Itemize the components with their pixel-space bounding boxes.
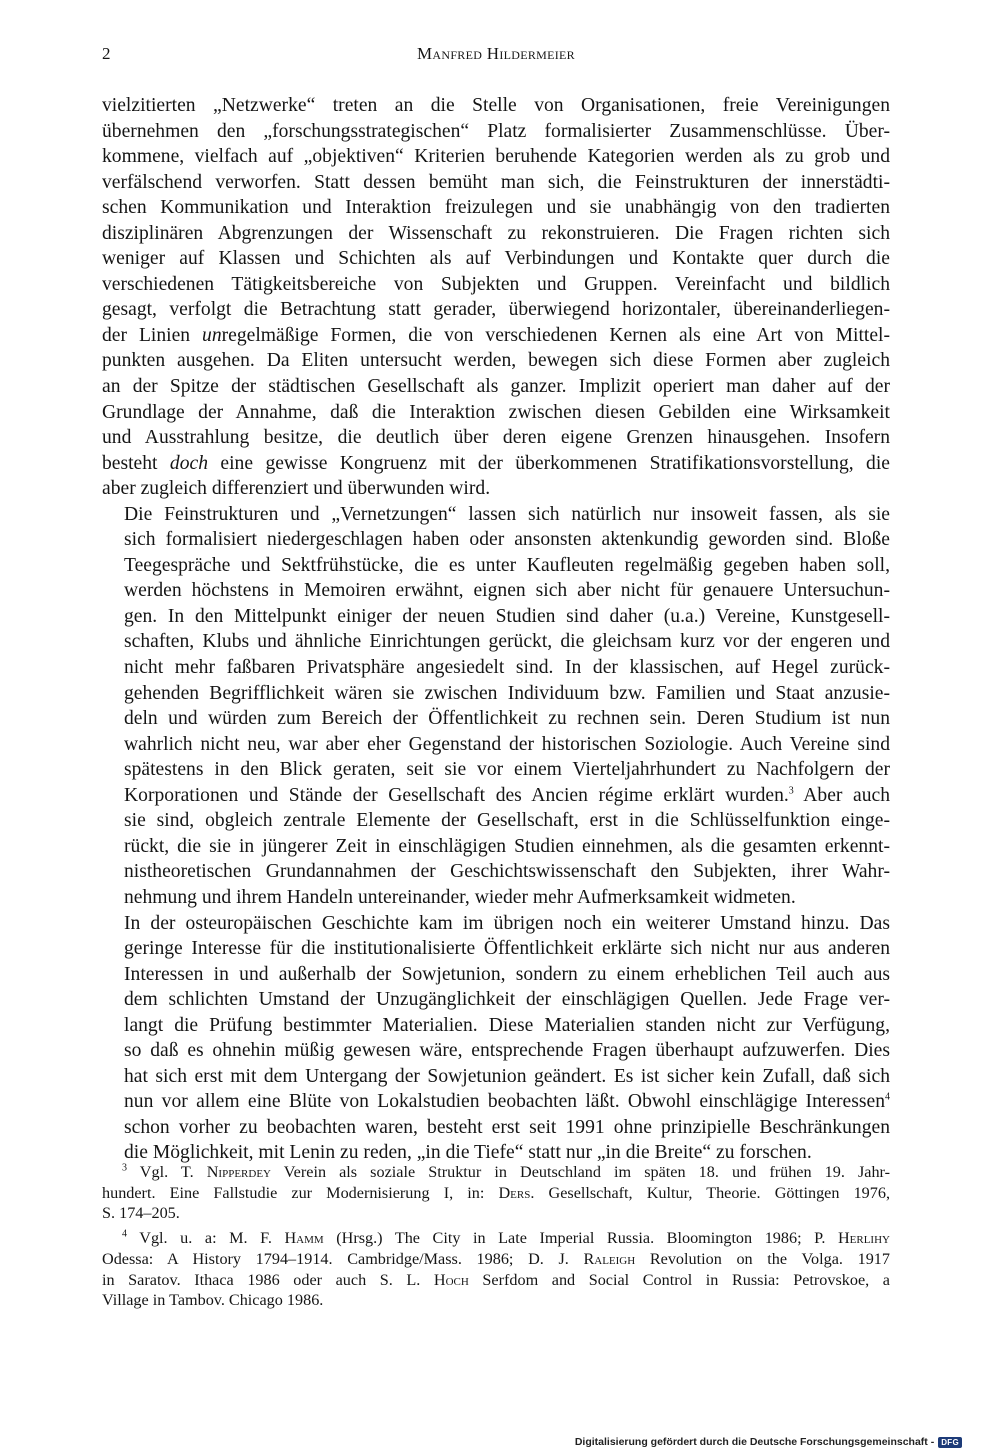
text-line: punkten ausgehen. Da Eliten untersucht werden, bewegen sich diese Formen aber zugleich bbox=[102, 350, 890, 372]
text-line: nun vor allem eine Blüte von Lokalstudien beobachten läßt. Obwohl einschlägige Interessen$^4$ bbox=[124, 1091, 890, 1113]
text-line: dem schlichten Umstand der Unzugänglichkeit der einschlägigen Quellen. Jede Frage ver- bbox=[124, 989, 890, 1011]
text-line: schen Kommunikation und Interaktion freizulegen und sie unabhängig von den tradierten bbox=[102, 197, 890, 219]
text-line: nicht mehr faßbaren Privatsphäre angesiedelt sind. In der klassischen, auf Hegel zurück- bbox=[124, 657, 890, 679]
text-line: wahrlich nicht neu, war aber eher Gegenstand der historischen Soziologie. Auch Vereine sind bbox=[124, 733, 890, 755]
page-number: 2 bbox=[102, 44, 111, 63]
text-line: deln und würden zum Bereich der Öffentlichkeit zu rechnen sein. Deren Studium ist nun bbox=[124, 708, 890, 730]
text-line: In der osteuropäischen Geschichte kam im übrigen noch ein weiterer Umstand hinzu. Das bbox=[124, 912, 890, 934]
text-line: gehenden Begrifflichkeit wären sie zwischen Individuum bzw. Familien und Staat anzusie- bbox=[124, 682, 890, 704]
paragraph-3 bbox=[102, 911, 890, 1166]
text-line: verschiedenen Tätigkeitsbereiche von Subjekten und Gruppen. Vereinfacht und bildlich bbox=[102, 273, 890, 295]
text-line: nehmung und ihrem Handeln untereinander, wieder mehr Aufmerksamkeit widmeten. bbox=[124, 886, 796, 908]
footnote-line: hundert. Eine Fallstudie zur Modernisierung I, in: Ders. Gesellschaft, Kultur, Theorie. Göttingen 1976, bbox=[102, 1183, 890, 1202]
paragraph-2 bbox=[102, 502, 890, 911]
text-line: schaften, Klubs und ähnliche Einrichtungen gerückt, die gleichsam kurz vor der engeren und bbox=[124, 631, 890, 653]
text-line: der Linien unregelmäßige Formen, die von verschiedenen Kernen als eine Art von Mittel- bbox=[102, 324, 890, 346]
dfg-logo-icon: DFG bbox=[938, 1437, 962, 1448]
emphasis: un bbox=[202, 324, 222, 346]
footnote-line: Village in Tambov. Chicago 1986. bbox=[102, 1291, 324, 1310]
footnote-4 bbox=[102, 1228, 890, 1311]
text-line: vielzitierten „Netzwerke“ treten an die Stelle von Organisationen, freie Vereinigungen bbox=[102, 95, 890, 116]
footnote-line: $^4$ Vgl. u. a: M. F. Hamm (Hrsg.) The City in Late Imperial Russia. Bloomington 1986; P. Herlihy bbox=[122, 1228, 890, 1248]
footnote-line: in Saratov. Ithaca 1986 oder auch S. L. Hoch Serfdom and Social Control in Russia: Petrovskoe, a bbox=[102, 1270, 890, 1289]
text-line: besteht doch eine gewisse Kongruenz mit der überkommenen Stratifikationsvorstellung, die bbox=[102, 452, 890, 474]
author-name: Ders. bbox=[498, 1183, 535, 1202]
text-line: so daß es ohnehin müßig gewesen wäre, entsprechende Fragen überhaupt aufzuwerfen. Dies bbox=[124, 1040, 890, 1062]
footnote-marker: 3 bbox=[788, 785, 794, 797]
footnotes bbox=[102, 1162, 890, 1315]
text-line: die Möglichkeit, mit Lenin zu reden, „in die Tiefe“ statt nur „in die Breite“ zu forschen. bbox=[124, 1142, 812, 1164]
text-line: geringe Interesse für die institutionalisierte Öffentlichkeit erklärte sich nicht nur aus anderen bbox=[124, 938, 890, 960]
author-name: Herlihy bbox=[837, 1229, 890, 1248]
text-line: Interessen in und außerhalb der Sowjetunion, sondern zu einem erheblichen Teil auch aus bbox=[124, 963, 890, 985]
text-line: werden höchstens in Memoiren erwähnt, eignen sich aber nicht für genauere Untersuchun- bbox=[124, 580, 890, 602]
text-line: Korporationen und Stände der Gesellschaft des Ancien régime erklärt wurden.$^3$ Aber auch bbox=[124, 784, 890, 806]
text-line: hat sich erst mit dem Untergang der Sowjetunion geändert. Es ist sicher kein Zufall, daß sich bbox=[124, 1065, 890, 1087]
text-line: kommene, vielfach auf „objektiven“ Kriterien beruhende Kategorien werden als zu grob und bbox=[102, 146, 890, 168]
text-line: weniger auf Klassen und Schichten als auf Verbindungen und Kontakte quer durch die bbox=[102, 248, 890, 270]
footnote-marker: 3 bbox=[122, 1162, 127, 1174]
footnote-marker: 4 bbox=[122, 1228, 127, 1240]
text-line: langt die Prüfung bestimmter Materialien. Diese Materialien standen nicht zur Verfügung, bbox=[124, 1014, 890, 1036]
text-line: spätestens in den Blick geraten, seit sie vor einem Vierteljahrhundert zu Nachfolgern der bbox=[124, 759, 890, 781]
footnote-line: $^3$ Vgl. T. Nipperdey Verein als soziale Struktur in Deutschland im späten 18. und frühen 19. Jahr- bbox=[122, 1162, 890, 1181]
author-name: Raleigh bbox=[583, 1249, 636, 1268]
text-line: gen. In den Mittelpunkt einiger der neuen Studien sind daher (u.a.) Vereine, Kunstgesell- bbox=[124, 605, 890, 627]
text-line: Teegespräche und Sektfrühstücke, die es unter Kaufleuten regelmäßig gegeben haben soll, bbox=[124, 554, 890, 576]
body-text bbox=[102, 93, 890, 1166]
text-line: übernehmen den „forschungsstrategischen“ Platz formalisierter Zusammenschlüsse. Über- bbox=[102, 120, 890, 142]
footnote-line: S. 174–205. bbox=[102, 1204, 180, 1223]
running-head: Manfred Hildermeier bbox=[416, 44, 575, 63]
dfg-credit-text: Digitalisierung gefördert durch die Deutsche Forschungsgemeinschaft - bbox=[574, 1436, 935, 1448]
text-line: sich formalisiert niedergeschlagen haben oder ansonsten aktenkundig geworden sind. Bloße bbox=[124, 529, 890, 551]
text-line: disziplinären Abgrenzungen der Wissenschaft zu rekonstruieren. Die Fragen richten sich bbox=[102, 222, 890, 244]
text-line: an der Spitze der städtischen Gesellschaft als ganzer. Implizit operiert man daher auf der bbox=[102, 376, 890, 398]
footnote-marker: 4 bbox=[885, 1091, 890, 1103]
text-line: Grundlage der Annahme, daß die Interaktion zwischen diesen Gebilden eine Wirksamkeit bbox=[102, 401, 890, 423]
text-line: nistheoretischen Grundannahmen der Geschichtswissenschaft den Subjekten, ihrer Wahr- bbox=[124, 861, 890, 883]
text-line: schon vorher zu beobachten waren, besteht erst seit 1991 ohne prinzipielle Beschränkungen bbox=[124, 1116, 890, 1138]
footnote-3 bbox=[102, 1162, 890, 1224]
text-line: verfälschend verworfen. Statt dessen bemüht man sich, die Feinstrukturen der innerstädti- bbox=[102, 171, 890, 193]
text-line: gesagt, verfolgt die Betrachtung statt gerader, überwiegend horizontaler, übereinanderliegen- bbox=[102, 299, 890, 321]
dfg-credit bbox=[575, 1436, 962, 1448]
author-name: Hoch bbox=[433, 1270, 469, 1289]
footnote-line: Odessa: A History 1794–1914. Cambridge/Mass. 1986; D. J. Raleigh Revolution on the Volga. 1917 bbox=[102, 1249, 890, 1268]
paragraph-1 bbox=[102, 93, 890, 502]
text-line: rückt, die sie in jüngerer Zeit in einschlägigen Studien einnehmen, als die gesamten erkennt- bbox=[124, 835, 890, 857]
text-line: und Ausstrahlung besitze, die deutlich über deren eigene Grenzen hinausgehen. Insofern bbox=[102, 427, 890, 449]
author-name: Nipperdey bbox=[206, 1163, 271, 1181]
page-header bbox=[102, 44, 890, 70]
emphasis: doch bbox=[169, 452, 208, 474]
text-line: Die Feinstrukturen und „Vernetzungen“ lassen sich natürlich nur insoweit fassen, als sie bbox=[124, 503, 890, 525]
text-line: aber zugleich differenziert und überwunden wird. bbox=[102, 478, 491, 500]
author-name: Hamm bbox=[284, 1229, 324, 1248]
text-line: sie sind, obgleich zentrale Elemente der Gesellschaft, erst in die Schlüsselfunktion einge- bbox=[124, 810, 890, 832]
